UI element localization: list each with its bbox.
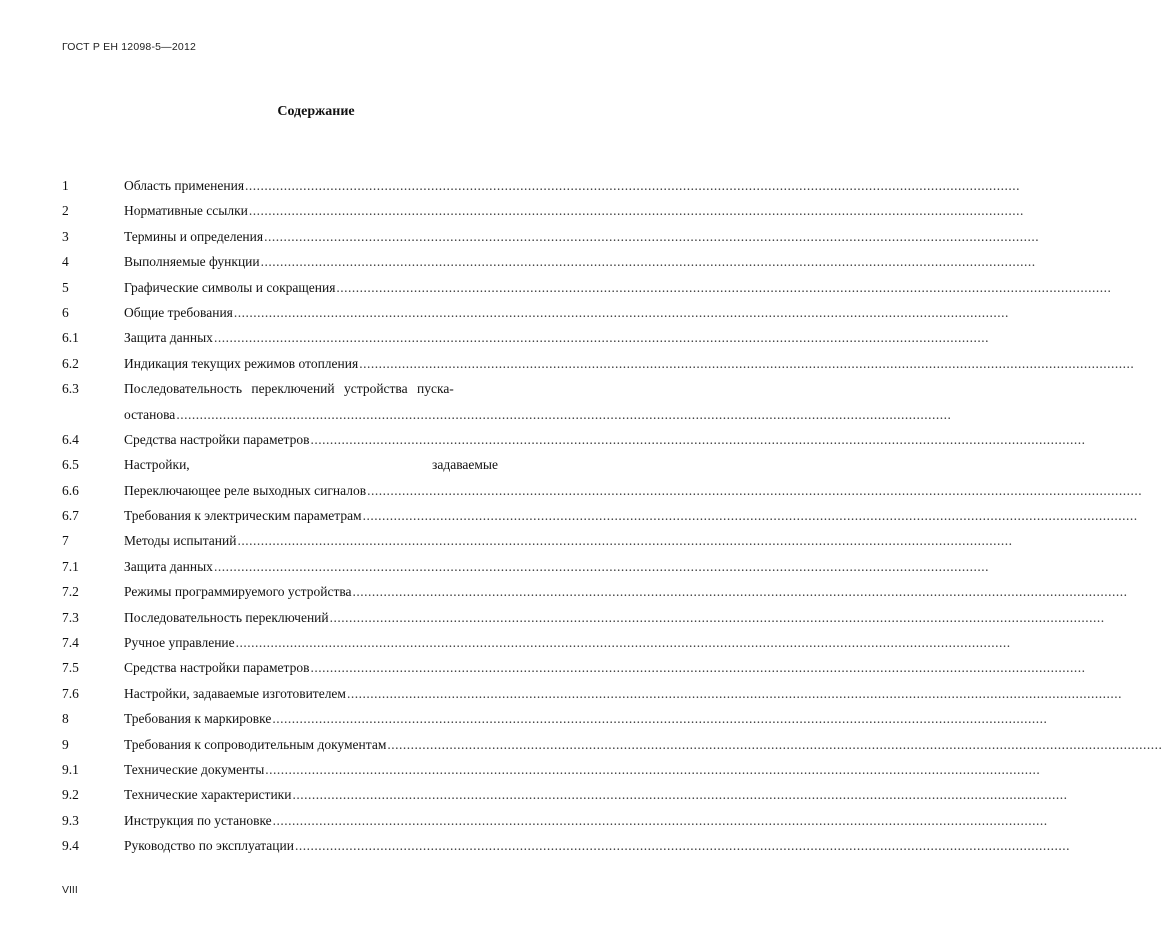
toc-row-1[interactable] (62, 175, 1021, 200)
toc-number: 7.6 (62, 685, 79, 701)
toc-number: 6.7 (62, 508, 79, 524)
toc-row-6-3[interactable] (62, 378, 498, 403)
dot-leader: ........................................................................................................................................................................................................ (272, 711, 1048, 727)
toc-number: 7.2 (62, 584, 79, 600)
dot-leader: ........................................................................................................................................................................................................ (213, 330, 989, 346)
dot-leader: ........................................................................................................................................................................................................ (359, 355, 1135, 371)
dot-leader: ........................................................................................................................................................................................................ (367, 482, 1143, 498)
toc-row-7[interactable] (62, 530, 1013, 555)
toc-number: 9 (62, 736, 69, 752)
toc-label: Переключающее реле выходных сигналов (124, 482, 367, 498)
toc-row-9-1[interactable] (62, 759, 1041, 784)
toc-label: Нормативные ссылки (124, 203, 248, 219)
toc-number: 9.2 (62, 787, 79, 803)
dot-leader: ........................................................................................................................................................................................................ (294, 838, 1070, 854)
toc-number: 6.2 (62, 355, 79, 371)
document-header: ГОСТ Р ЕН 12098-5—2012 (62, 41, 197, 53)
dot-leader: ........................................................................................................................................................................................................ (237, 533, 1013, 549)
toc-number: 9.1 (62, 761, 79, 777)
toc-row-4[interactable] (62, 251, 1036, 276)
toc-number: 9.4 (62, 838, 79, 854)
toc-row-2[interactable] (62, 200, 1024, 225)
toc-row-6-7[interactable] (62, 505, 1138, 530)
toc-number: 5 (62, 279, 69, 295)
toc-label: Последовательность переключений (124, 609, 329, 625)
toc-label: Графические символы и сокращения (124, 279, 336, 295)
dot-leader: ........................................................................................................................................................................................................ (176, 406, 952, 422)
toc-number: 6.3 (62, 381, 79, 397)
toc-row-6[interactable] (62, 302, 1009, 327)
toc-label: Режимы программируемого устройства (124, 584, 352, 600)
toc-row-6-4[interactable] (62, 429, 1086, 454)
dot-leader: ........................................................................................................................................................................................................ (264, 228, 1040, 244)
toc-row-9-4[interactable] (62, 835, 1070, 860)
dot-leader: ........................................................................................................................................................................................................ (352, 584, 1128, 600)
toc-label: Настройки, (124, 457, 190, 473)
toc-row-7-3[interactable] (62, 607, 1105, 632)
toc-number: 8 (62, 711, 69, 727)
dot-leader: ........................................................................................................................................................................................................ (213, 558, 989, 574)
toc-row-7-1[interactable] (62, 556, 989, 581)
dot-leader: ........................................................................................................................................................................................................ (310, 660, 1086, 676)
toc-row-6-6[interactable] (62, 480, 1143, 505)
toc-label: Защита данных (124, 330, 213, 346)
toc-row-7-4[interactable] (62, 632, 1011, 657)
dot-leader: ........................................................................................................................................................................................................ (292, 787, 1068, 803)
toc-label: Выполняемые функции (124, 254, 260, 270)
toc-row-6-1[interactable] (62, 327, 989, 352)
toc-number: 6.5 (62, 457, 79, 473)
dot-leader: ........................................................................................................................................................................................................ (329, 609, 1105, 625)
dot-leader: ........................................................................................................................................................................................................ (260, 254, 1036, 270)
toc-label: Ручное управление (124, 635, 235, 651)
toc-label: Требования к сопроводительным документам (124, 736, 387, 752)
dot-leader: ........................................................................................................................................................................................................ (235, 635, 1011, 651)
toc-label: Настройки, задаваемые изготовителем (124, 685, 346, 701)
toc-row-7-6[interactable] (62, 683, 1122, 708)
toc-number: 7 (62, 533, 69, 549)
toc-row-9[interactable] (62, 734, 1162, 759)
toc-number: 6.1 (62, 330, 79, 346)
toc-label: Средства настройки параметров (124, 660, 310, 676)
dot-leader: ........................................................................................................................................................................................................ (310, 431, 1086, 447)
dot-leader: ........................................................................................................................................................................................................ (387, 736, 1162, 752)
toc-label: Требования к маркировке (124, 711, 272, 727)
toc-number: 7.1 (62, 558, 79, 574)
toc-label: Требования к электрическим параметрам (124, 508, 362, 524)
toc-label: Технические документы (124, 761, 265, 777)
toc-row-3[interactable] (62, 226, 1040, 251)
toc-number: 9.3 (62, 812, 79, 828)
toc-label: Средства настройки параметров (124, 431, 310, 447)
toc-number: 4 (62, 254, 69, 270)
toc-row-9-3[interactable] (62, 810, 1048, 835)
dot-leader: ........................................................................................................................................................................................................ (248, 203, 1024, 219)
toc-label: Индикация текущих режимов отопления (124, 355, 359, 371)
toc-label: Методы испытаний (124, 533, 237, 549)
toc-label: Защита данных (124, 558, 213, 574)
toc-number: 7.4 (62, 635, 79, 651)
toc-number: 1 (62, 178, 69, 193)
toc-label: Руководство по эксплуатации (124, 838, 294, 854)
toc-number: 6 (62, 304, 69, 320)
dot-leader: ........................................................................................................................................................................................................ (362, 508, 1138, 524)
dot-leader: ........................................................................................................................................................................................................ (346, 685, 1122, 701)
toc-row-6-2[interactable] (62, 353, 1135, 378)
toc-number: 6.6 (62, 482, 79, 498)
dot-leader: ........................................................................................................................................................................................................ (272, 812, 1048, 828)
toc-row-6-5[interactable] (62, 454, 498, 479)
toc-label: Технические характеристики (124, 787, 292, 803)
dot-leader: ........................................................................................................................................................................................................ (265, 761, 1041, 777)
dot-leader: ........................................................................................................................................................................................................ (245, 178, 1021, 193)
toc-row-9-2[interactable] (62, 784, 1068, 809)
toc-label-right: задаваемые (432, 457, 498, 473)
toc-number: 6.4 (62, 431, 79, 447)
toc-number: 3 (62, 228, 69, 244)
toc-number: 2 (62, 203, 69, 219)
toc-number: 7.3 (62, 609, 79, 625)
toc-row-8[interactable] (62, 708, 1048, 733)
toc-label: Общие требования (124, 304, 233, 320)
toc-row-6-3-continued[interactable] (62, 404, 952, 429)
page-title: Содержание (277, 104, 355, 119)
toc-row-7-2[interactable] (62, 581, 1128, 606)
page-number: VIII (62, 884, 78, 896)
toc-label: Область применения (124, 178, 245, 193)
dot-leader: ........................................................................................................................................................................................................ (336, 279, 1112, 295)
toc-number: 7.5 (62, 660, 79, 676)
toc-label: Инструкция по установке (124, 812, 272, 828)
toc-label: Термины и определения (124, 228, 264, 244)
toc-row-5[interactable] (62, 277, 1112, 302)
toc-row-7-5[interactable] (62, 657, 1086, 682)
table-of-contents (62, 175, 1162, 861)
toc-label: останова (124, 406, 176, 422)
toc-label: Последовательность переключений устройства пуска- (124, 381, 454, 397)
dot-leader: ........................................................................................................................................................................................................ (233, 304, 1009, 320)
